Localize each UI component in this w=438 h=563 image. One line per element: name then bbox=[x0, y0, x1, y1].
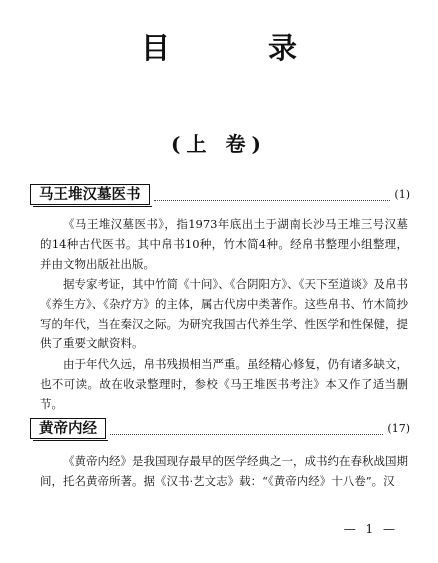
toc-entry-title: 马王堆汉墓医书 bbox=[30, 184, 150, 205]
toc-entry-mawangdui[interactable] bbox=[30, 183, 410, 205]
paragraph: 由于年代久远，帛书残损相当严重。虽经精心修复，仍有诸多缺文，也不可读。故在收录整理时，参校《马王堆医书考注》本又作了适当删节。 bbox=[40, 357, 408, 411]
toc-entry-page: (1) bbox=[394, 187, 410, 201]
dot-leader bbox=[110, 422, 383, 435]
toc-entry-page: (17) bbox=[387, 421, 410, 435]
dot-leader bbox=[154, 188, 391, 201]
paragraph: 《马王堆汉墓医书》，指1973年底出土于湖南长沙马王堆三号汉墓的14种古代医书。其中帛书10种，竹木简4种。经帛书整理小组整理，并由文物出版社出版。 bbox=[40, 217, 408, 271]
page-title: 目 录 bbox=[140, 31, 342, 65]
toc-entry-title: 黄帝内经 bbox=[30, 418, 106, 439]
toc-entry-huangdi-neijing[interactable] bbox=[30, 417, 410, 439]
paragraph: 据专家考证，其中竹简《十问》、《合阴阳方》、《天下至道谈》及帛书《养生方》、《杂疗方》的主体，属古代房中类著作。这些帛书、竹木简抄写的年代，当在秦汉之际。为研究我国古代养生学、性医学和性保健，提供了重要文献资料。 bbox=[40, 277, 408, 351]
paragraph: 《黄帝内经》是我国现存最早的医学经典之一，成书约在春秋战国期间，托名黄帝所著。据《汉书·艺文志》载：“《黄帝内经》十八卷”。汉 bbox=[40, 454, 408, 488]
page-number: — 1 — bbox=[343, 522, 398, 536]
volume-heading: (上 卷) bbox=[171, 132, 267, 156]
